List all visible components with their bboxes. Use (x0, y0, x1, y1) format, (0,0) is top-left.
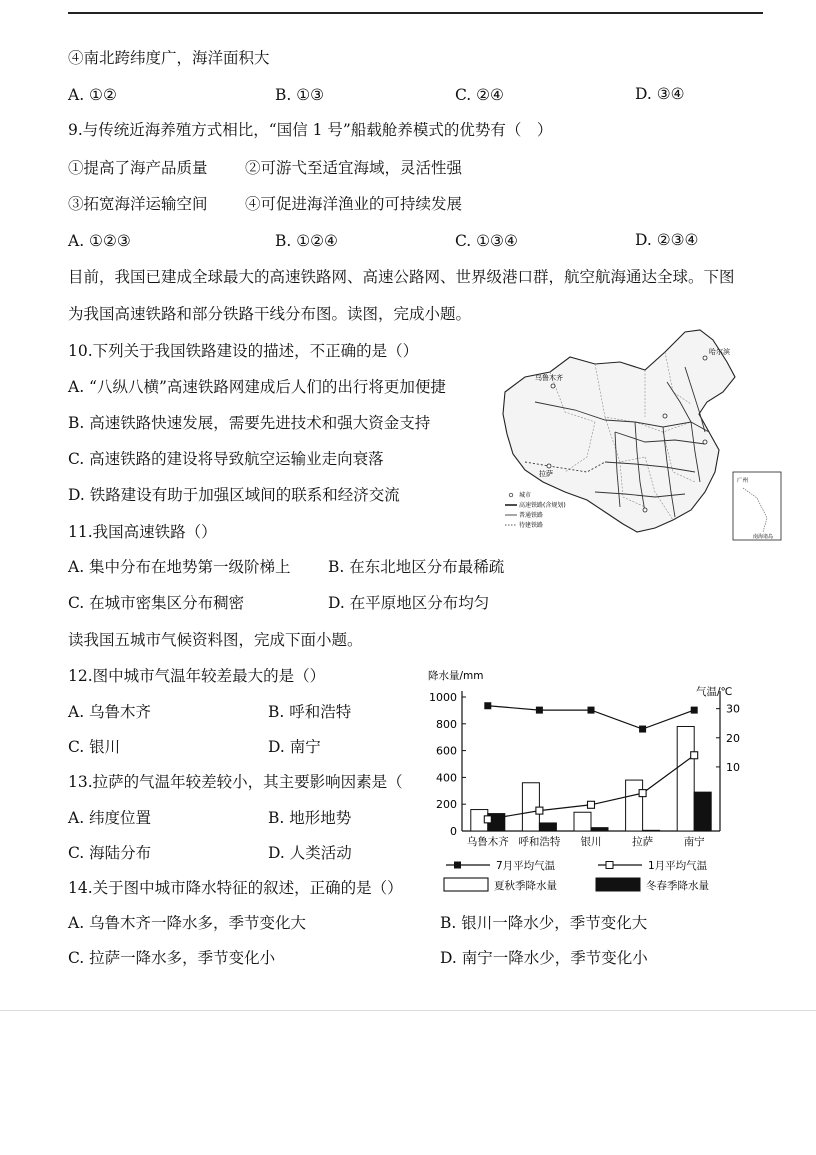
point-july-temp (691, 707, 698, 714)
map-label-lhasa: 拉萨 (539, 470, 553, 478)
y-tick-label: 1000 (429, 691, 457, 704)
bar-summer-autumn (626, 780, 643, 831)
q13-option-b[interactable]: B. 地形地势 (268, 809, 352, 827)
climate-intro: 读我国五城市气候资料图，完成下面小题。 (68, 631, 363, 649)
bar-summer-autumn (677, 726, 694, 831)
point-july-temp (588, 707, 595, 714)
top-rule (68, 12, 763, 14)
bottom-rule (0, 1010, 816, 1011)
q12-option-b[interactable]: B. 呼和浩特 (268, 703, 352, 721)
legend-winter-label: 冬春季降水量 (646, 880, 709, 892)
q9-item3: ③拓宽海洋运输空间 (68, 195, 208, 213)
rail-intro-line2: 为我国高速铁路和部分铁路干线分布图。读图，完成小题。 (68, 305, 472, 323)
point-january-temp (536, 807, 543, 814)
legend-january-marker (606, 862, 613, 869)
q13-option-d[interactable]: D. 人类活动 (268, 844, 352, 862)
q9-stem: 9.与传统近海养殖方式相比，“国信 1 号”船载舱养模式的优势有（ ） (68, 121, 553, 139)
line-january-temp (488, 755, 694, 819)
legend-january-label: 1月平均气温 (648, 860, 708, 872)
y-tick-label: 600 (436, 744, 457, 758)
q12-option-a[interactable]: A. 乌鲁木齐 (68, 703, 152, 721)
q11-option-d[interactable]: D. 在平原地区分布均匀 (328, 594, 490, 612)
bar-winter-spring (643, 830, 660, 831)
bar-winter-spring (694, 792, 711, 831)
q11-option-b[interactable]: B. 在东北地区分布最稀疏 (328, 558, 505, 576)
point-january-temp (691, 752, 698, 759)
q11-option-a[interactable]: A. 集中分布在地势第一级阶梯上 (68, 558, 291, 576)
q12-stem: 12.图中城市气温年较差最大的是（） (68, 667, 326, 685)
point-july-temp (484, 702, 491, 709)
category-label: 乌鲁木齐 (466, 836, 509, 848)
category-label: 银川 (580, 836, 602, 848)
map-label-harbin: 哈尔滨 (709, 348, 730, 356)
q9-item2: ②可游弋至适宜海域，灵活性强 (245, 159, 463, 177)
map-label-urumqi: 乌鲁木齐 (535, 374, 563, 382)
q14-option-d[interactable]: D. 南宁一降水少，季节变化小 (440, 949, 648, 967)
inset-label-guangzhou: 广州 (737, 478, 749, 484)
y-tick-label: 400 (436, 771, 457, 785)
q10-option-d[interactable]: D. 铁路建设有助于加强区域间的联系和经济交流 (68, 486, 400, 504)
y2-tick-label: 30 (726, 702, 740, 716)
q8-option-a[interactable]: A. ①② (68, 86, 117, 104)
point-january-temp (588, 801, 595, 808)
q13-stem: 13.拉萨的气温年较差较小，其主要影响因素是（ (68, 773, 403, 791)
q8-option-d[interactable]: D. ③④ (635, 85, 685, 103)
q8-item4: ④南北跨纬度广，海洋面积大 (68, 49, 270, 67)
point-july-temp (639, 726, 646, 733)
q11-stem: 11.我国高速铁路（） (68, 523, 217, 541)
q9-option-a[interactable]: A. ①②③ (68, 232, 131, 250)
q14-stem: 14.关于图中城市降水特征的叙述，正确的是（） (68, 879, 403, 897)
legend-summer-box (444, 878, 488, 891)
q9-option-d[interactable]: D. ②③④ (635, 231, 699, 249)
y-tick-label: 0 (450, 825, 457, 838)
q8-option-b[interactable]: B. ①③ (275, 86, 325, 104)
q12-option-c[interactable]: C. 银川 (68, 738, 121, 756)
q8-option-c[interactable]: C. ②④ (455, 86, 504, 104)
q9-item4: ④可促进海洋渔业的可持续发展 (245, 195, 463, 213)
climate-chart (420, 665, 760, 897)
chart-ylabel: 降水量/mm (428, 670, 484, 682)
legend-july-marker (454, 862, 461, 869)
legend-city: 城市 (519, 492, 532, 499)
q10-option-c[interactable]: C. 高速铁路的建设将导致航空运输业走向衰落 (68, 450, 384, 468)
q13-option-a[interactable]: A. 纬度位置 (68, 809, 152, 827)
legend-planned-rail: 待建铁路 (519, 522, 544, 529)
inset-title: 南海诸岛 (753, 534, 774, 540)
legend-winter-box (596, 878, 640, 891)
q10-option-b[interactable]: B. 高速铁路快速发展，需要先进技术和强大资金支持 (68, 414, 431, 432)
q9-option-b[interactable]: B. ①②④ (275, 232, 338, 250)
q13-option-c[interactable]: C. 海陆分布 (68, 844, 152, 862)
y-tick-label: 800 (436, 717, 457, 731)
bar-winter-spring (591, 828, 608, 831)
q12-option-d[interactable]: D. 南宁 (268, 738, 321, 756)
legend-hsr: 高速铁路(含规划) (519, 502, 566, 509)
point-january-temp (639, 790, 646, 797)
q9-item1: ①提高了海产品质量 (68, 159, 208, 177)
q14-option-b[interactable]: B. 银川一降水少，季节变化大 (440, 914, 648, 932)
legend-normal-rail: 普通铁路 (519, 512, 544, 519)
q11-option-c[interactable]: C. 在城市密集区分布稠密 (68, 594, 245, 612)
legend-summer-label: 夏秋季降水量 (494, 880, 557, 892)
category-label: 拉萨 (632, 836, 654, 848)
rail-intro-line1: 目前，我国已建成全球最大的高速铁路网、高速公路网、世界级港口群，航空航海通达全球。下图 (68, 268, 735, 286)
point-january-temp (484, 816, 491, 823)
q9-option-c[interactable]: C. ①③④ (455, 232, 518, 250)
y2-tick-label: 10 (726, 760, 740, 774)
bar-summer-autumn (574, 812, 591, 831)
q14-option-c[interactable]: C. 拉萨一降水多，季节变化小 (68, 949, 276, 967)
category-label: 呼和浩特 (518, 836, 561, 848)
chart-y2label: 气温/℃ (696, 686, 733, 698)
y2-tick-label: 20 (726, 731, 740, 745)
railway-map (495, 322, 785, 547)
south-china-sea-inset (733, 472, 781, 540)
legend-july-label: 7月平均气温 (496, 860, 556, 872)
y-tick-label: 200 (436, 798, 457, 812)
map-legend (505, 491, 566, 529)
q10-option-a[interactable]: A. “八纵八横”高速铁路网建成后人们的出行将更加便捷 (68, 378, 446, 396)
bar-winter-spring (539, 823, 556, 831)
q14-option-a[interactable]: A. 乌鲁木齐一降水多，季节变化大 (68, 914, 307, 932)
category-label: 南宁 (683, 836, 705, 848)
q10-stem: 10.下列关于我国铁路建设的描述，不正确的是（） (68, 342, 419, 360)
point-july-temp (536, 707, 543, 714)
